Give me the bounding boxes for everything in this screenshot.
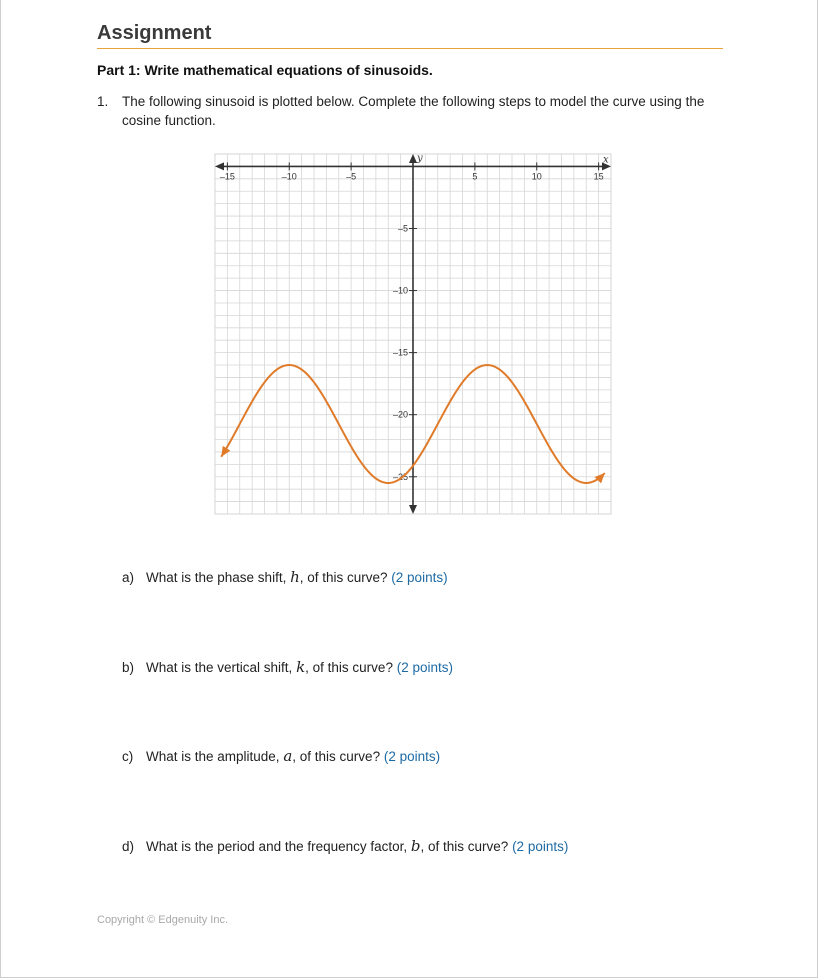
subquestion-d bbox=[122, 837, 568, 855]
subquestion-text: What is the period and the frequency factor, bbox=[146, 839, 411, 854]
subquestion-c bbox=[122, 747, 440, 765]
sinusoid-graph bbox=[213, 152, 613, 516]
page-title: Assignment bbox=[97, 22, 723, 49]
points-value: (2 points) bbox=[512, 839, 569, 854]
points-value: (2 points) bbox=[383, 749, 441, 764]
subquestion-label: b) bbox=[122, 660, 135, 675]
y-tick-label: –10 bbox=[392, 285, 408, 296]
y-tick-label: –15 bbox=[392, 347, 408, 358]
subquestion-variable: a bbox=[283, 747, 293, 765]
points-value: (2 points) bbox=[391, 570, 448, 585]
x-tick-label: –15 bbox=[219, 171, 235, 182]
subquestion-label: d) bbox=[122, 839, 135, 854]
subquestion-variable: k bbox=[296, 658, 306, 676]
y-axis-label: y bbox=[417, 153, 423, 164]
x-tick-label: –5 bbox=[346, 171, 357, 182]
copyright-notice: Copyright © Edgenuity Inc. bbox=[97, 914, 229, 926]
subquestion-text: What is the phase shift, bbox=[146, 570, 291, 585]
subquestion-text: What is the amplitude, bbox=[146, 749, 284, 764]
subquestion-text-end: , of this curve? bbox=[292, 749, 384, 764]
subquestion-text-end: , of this curve? bbox=[305, 660, 397, 675]
part-heading: Part 1: Write mathematical equations of sinusoids. bbox=[97, 62, 433, 78]
y-tick-label: –5 bbox=[397, 223, 408, 234]
subquestion-text-end: , of this curve? bbox=[299, 570, 392, 585]
subquestion-b bbox=[122, 658, 453, 676]
x-tick-label: 10 bbox=[531, 171, 542, 182]
y-tick-label: –20 bbox=[392, 409, 408, 420]
subquestion-text-end: , of this curve? bbox=[420, 839, 513, 854]
points-value: (2 points) bbox=[396, 660, 453, 675]
question-text: The following sinusoid is plotted below. Complete the following steps to model the curve using the cosine function. bbox=[122, 94, 705, 128]
subquestion-variable: h bbox=[290, 568, 300, 586]
x-axis-label: x bbox=[603, 154, 609, 166]
subquestion-text: What is the vertical shift, bbox=[146, 660, 297, 675]
x-tick-label: –10 bbox=[281, 171, 297, 182]
subquestion-label: a) bbox=[122, 570, 135, 585]
subquestion-variable: b bbox=[410, 837, 421, 855]
subquestion-label: c) bbox=[122, 749, 134, 764]
x-tick-label: 15 bbox=[593, 171, 604, 182]
x-tick-label: 5 bbox=[472, 171, 478, 182]
subquestion-a bbox=[122, 568, 448, 586]
question-number: 1. bbox=[97, 94, 109, 109]
y-tick-label: –25 bbox=[392, 471, 408, 482]
